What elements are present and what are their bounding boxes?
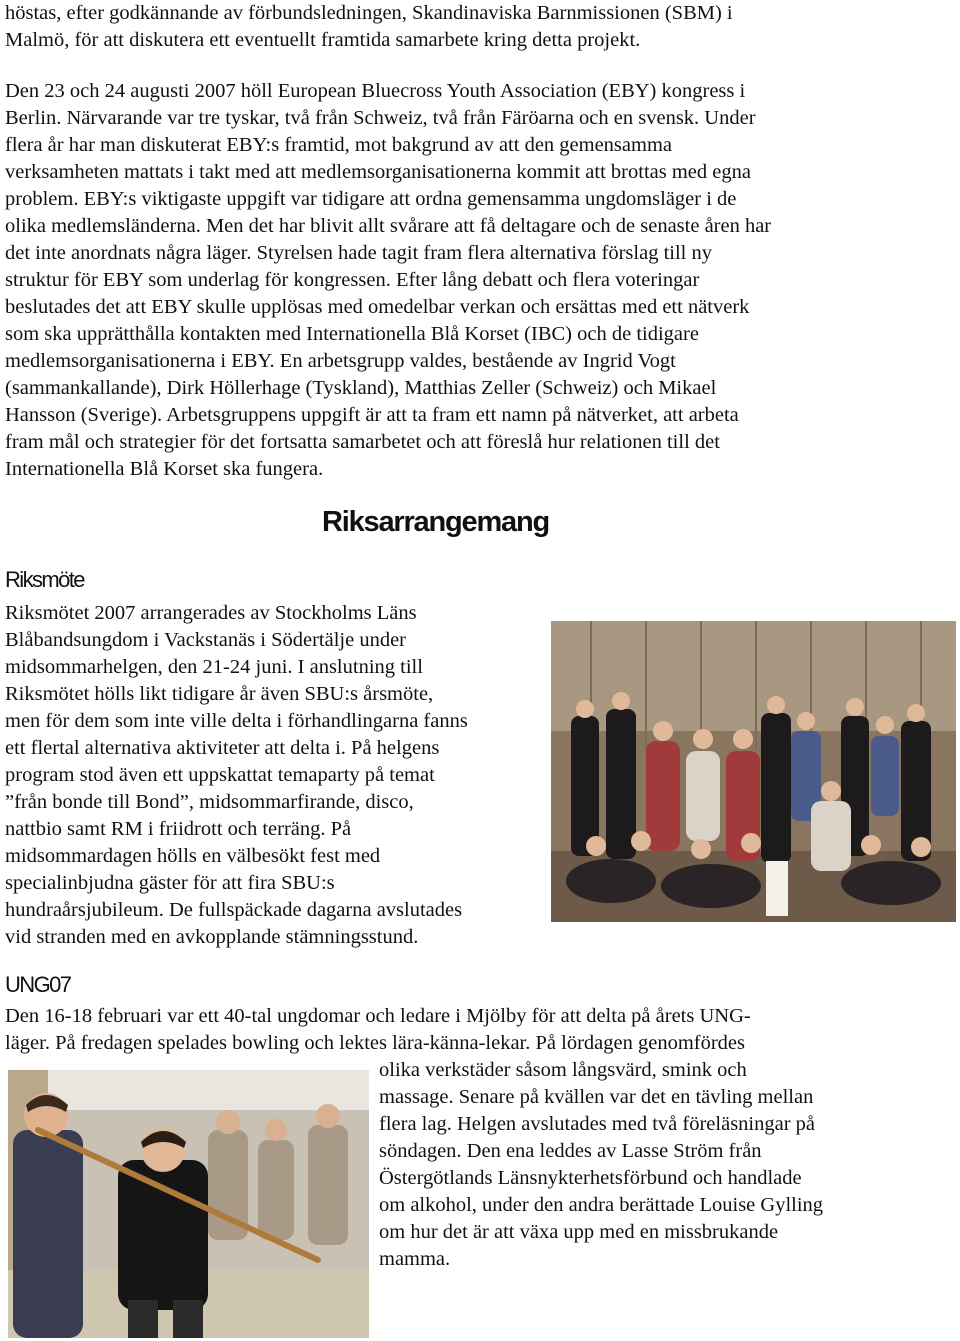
riksmote-line: nattbio samt RM i friidrott och terräng. På bbox=[5, 818, 352, 840]
ung07-side-line: söndagen. Den ena leddes av Lasse Ström från bbox=[379, 1140, 762, 1162]
riksmote-line: midsommardagen hölls en välbesökt fest med bbox=[5, 845, 381, 867]
ung07-side-line: olika verkstäder såsom långsvärd, smink och bbox=[379, 1059, 747, 1081]
eby-line: som ska upprätthålla kontakten med Internationella Blå Korset (IBC) och de tidigare bbox=[5, 323, 699, 345]
riksmote-line: vid stranden med en avkopplande stämningsstund. bbox=[5, 926, 419, 948]
ung07-side-line: mamma. bbox=[379, 1248, 451, 1270]
eby-line: problem. EBY:s viktigaste uppgift var tidigare att ordna gemensamma ungdomsläger i de bbox=[5, 188, 737, 210]
riksmote-line: men för dem som inte ville delta i förhandlingarna fanns bbox=[5, 710, 468, 732]
workshop-photo bbox=[8, 1070, 369, 1338]
riksmote-line: specialinbjudna gäster för att fira SBU:s bbox=[5, 872, 335, 894]
ung07-heading: UNG07 bbox=[5, 972, 71, 997]
eby-line: Hansson (Sverige). Arbetsgruppens uppgift är att ta fram ett namn på nätverket, att arbeta bbox=[5, 404, 739, 426]
riksmote-line: ett flertal alternativa aktiviteter att delta i. På helgens bbox=[5, 737, 440, 759]
eby-line: fram mål och strategier för det fortsatta samarbetet och att föreslå hur relationen till det bbox=[5, 431, 720, 453]
ung07-side-line: massage. Senare på kvällen var det en tävling mellan bbox=[379, 1086, 814, 1108]
eby-line: medlemsorganisationerna i EBY. En arbetsgrupp valdes, bestående av Ingrid Vogt bbox=[5, 350, 676, 372]
eby-line: olika medlemsländerna. Men det har blivit allt svårare att få deltagare och de senaste åren har bbox=[5, 215, 772, 237]
riksmote-line: ”från bonde till Bond”, midsommarfirande, disco, bbox=[5, 791, 414, 813]
ung07-line: läger. På fredagen spelades bowling och lektes lära-känna-lekar. På lördagen genomfördes bbox=[5, 1032, 746, 1054]
section-heading: Riksarrangemang bbox=[322, 506, 549, 538]
riksmote-line: Blåbandsungdom i Vackstanäs i Södertälje under bbox=[5, 629, 407, 651]
ung07-side-line: Östergötlands Länsnykterhetsförbund och handlade bbox=[379, 1167, 802, 1189]
riksmote-line: program stod även ett uppskattat temaparty på temat bbox=[5, 764, 435, 786]
group-photo bbox=[551, 621, 956, 922]
eby-line: Den 23 och 24 augusti 2007 höll European Bluecross Youth Association (EBY) kongress i bbox=[5, 80, 746, 102]
eby-line: verksamheten mattats i takt med att medlemsorganisationerna kommit att brottas med egna bbox=[5, 161, 751, 183]
ung07-line: Den 16-18 februari var ett 40-tal ungdomar och ledare i Mjölby för att delta på årets UNG- bbox=[5, 1005, 751, 1027]
riksmote-line: midsommarhelgen, den 21-24 juni. I anslutning till bbox=[5, 656, 423, 678]
ung07-side-line: om hur det är att växa upp med en missbrukande bbox=[379, 1221, 779, 1243]
riksmote-heading: Riksmöte bbox=[5, 567, 84, 592]
eby-line: Internationella Blå Korset ska fungera. bbox=[5, 458, 324, 480]
eby-line: Berlin. Närvarande var tre tyskar, två från Schweiz, två från Färöarna och en svensk. Under bbox=[5, 107, 756, 129]
eby-line: beslutades det att EBY skulle upplösas med omedelbar verkan och ersättas med ett nätverk bbox=[5, 296, 750, 318]
ung07-side-line: flera lag. Helgen avslutades med två föreläsningar på bbox=[379, 1113, 816, 1135]
eby-line: struktur för EBY som underlag för kongressen. Efter lång debatt och flera voteringar bbox=[5, 269, 700, 291]
eby-line: flera år har man diskuterat EBY:s framtid, mot bakgrund av att den gemensamma bbox=[5, 134, 673, 156]
intro-line-2: Malmö, för att diskutera ett eventuellt framtida samarbete kring detta projekt. bbox=[5, 29, 641, 51]
riksmote-line: Riksmötet 2007 arrangerades av Stockholms Läns bbox=[5, 602, 417, 624]
riksmote-line: Riksmötet hölls likt tidigare år även SBU:s årsmöte, bbox=[5, 683, 434, 705]
intro-line-1: höstas, efter godkännande av förbundsledningen, Skandinaviska Barnmissionen (SBM) i bbox=[5, 2, 733, 24]
eby-line: (sammankallande), Dirk Höllerhage (Tyskland), Matthias Zeller (Schweiz) och Mikael bbox=[5, 377, 717, 399]
ung07-side-line: om alkohol, under den andra berättade Louise Gylling bbox=[379, 1194, 824, 1216]
riksmote-line: hundraårsjubileum. De fullspäckade dagarna avslutades bbox=[5, 899, 463, 921]
eby-line: det inte anordnats några läger. Styrelsen hade tagit fram flera alternativa förslag till ny bbox=[5, 242, 712, 264]
